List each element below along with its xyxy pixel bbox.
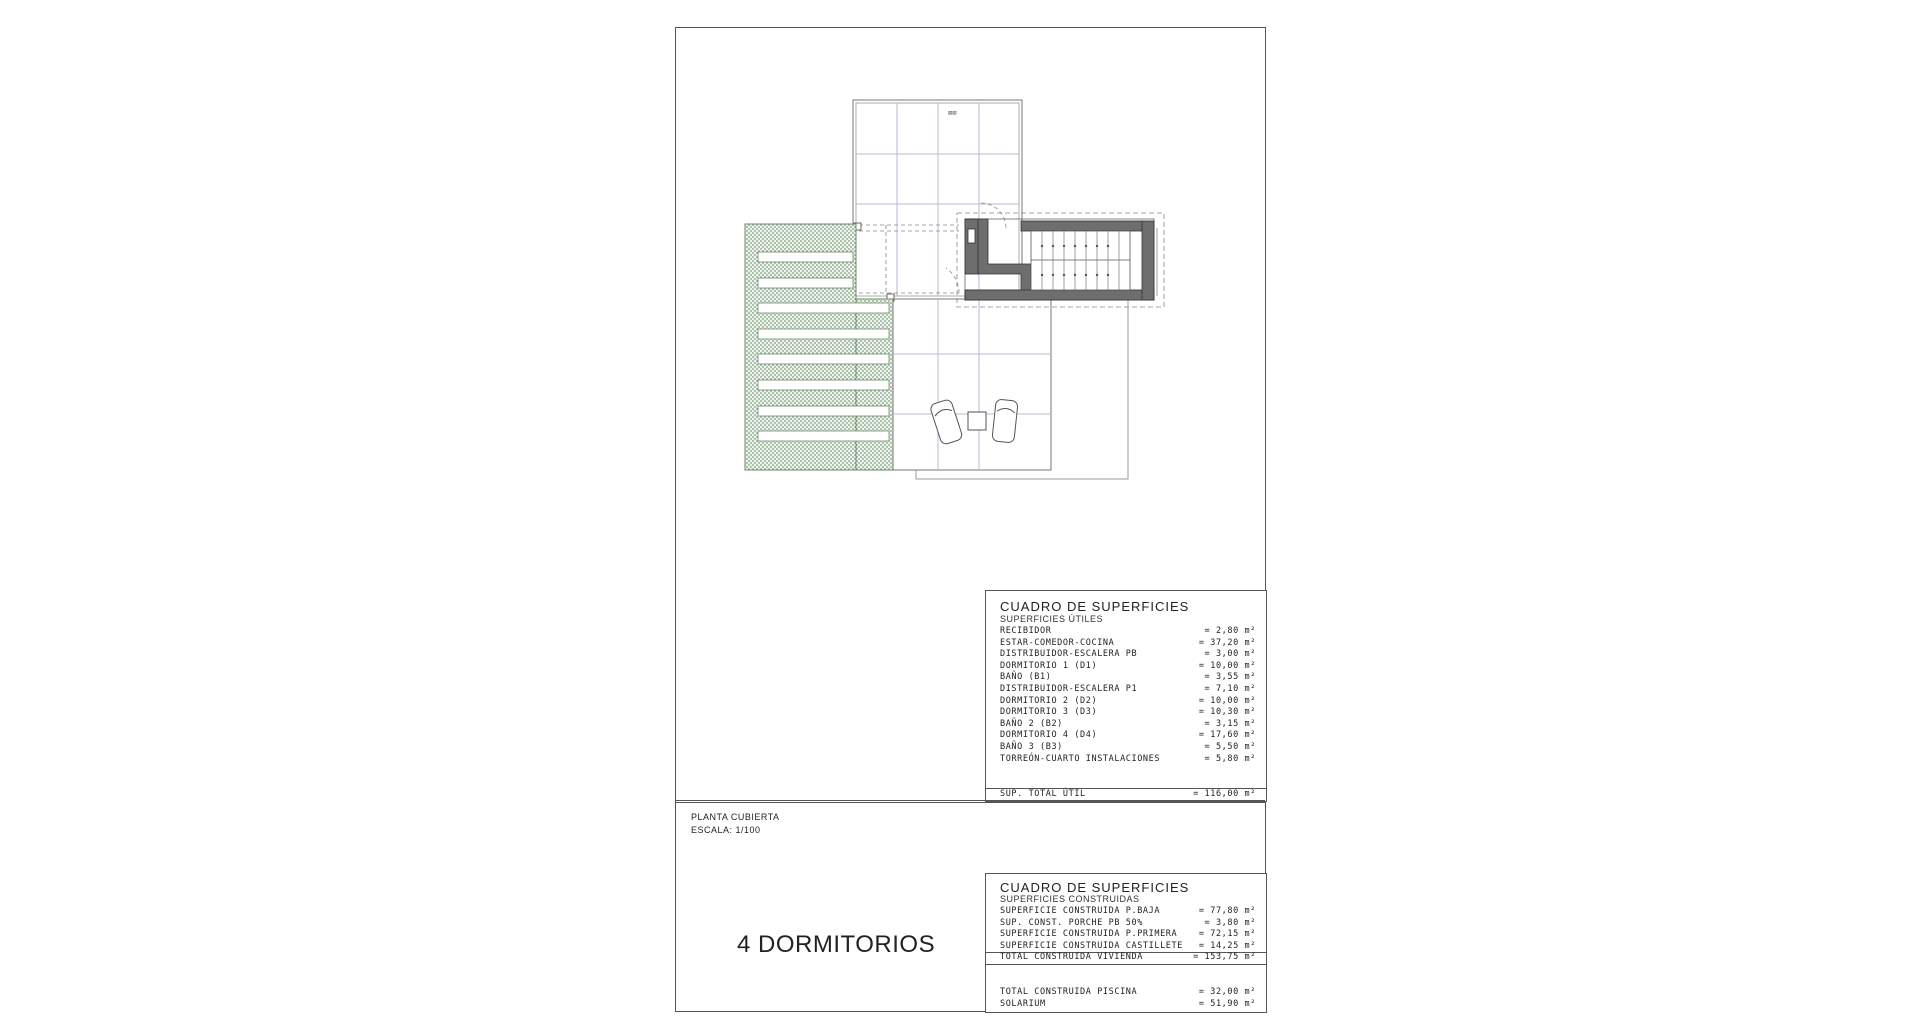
table-row: SUPERFICIE CONSTRUIDA CASTILLETE = 14,25 m² [1000, 940, 1256, 951]
table-row: DORMITORIO 2 (D2) = 10,00 m² [1000, 695, 1256, 706]
plan-name: PLANTA CUBIERTA [691, 812, 780, 822]
lounge-chairs [929, 399, 1018, 446]
table-row: TOTAL CONSTRUIDA PISCINA = 32,00 m² [1000, 987, 1256, 997]
table-row: SUP. CONST. PORCHE PB 50% = 3,80 m² [1000, 917, 1256, 928]
table-divider [986, 964, 1266, 965]
table-row: BAÑO 3 (B3) = 5,50 m² [1000, 742, 1256, 752]
solarium [893, 299, 1128, 479]
useful-surfaces-table [985, 590, 1267, 802]
table-row: RECIBIDOR = 2,80 m² [1000, 626, 1256, 636]
table-row: SUPERFICIE CONSTRUIDA P.BAJA = 77,80 m² [1000, 906, 1256, 916]
table-row: DORMITORIO 4 (D4) = 17,60 m² [1000, 730, 1256, 741]
table-total-row: TOTAL CONSTRUIDA VIVIENDA = 153,75 m² [1000, 952, 1256, 962]
table-row: BAÑO (B1) = 3,55 m² [1000, 672, 1256, 683]
plan-scale: ESCALA: 1/100 [691, 825, 761, 835]
bedrooms-title: 4 DORMITORIOS [737, 931, 936, 958]
table-subtitle: SUPERFICIES ÚTILES [1000, 614, 1104, 624]
table-title: CUADRO DE SUPERFICIES [1000, 880, 1190, 895]
table-total-row: SUP. TOTAL ÚTIL = 116,00 m² [1000, 789, 1256, 799]
roof-floor-plan [676, 28, 1267, 588]
table-subtitle: SUPERFICIES CONSTRUIDAS [1000, 894, 1140, 904]
table-row: TORREÓN-CUARTO INSTALACIONES = 5,80 m² [1000, 753, 1256, 764]
table-row: DISTRIBUIDOR-ESCALERA P1 = 7,10 m² [1000, 684, 1256, 694]
plan-caption [691, 811, 780, 837]
table-row: SUPERFICIE CONSTRUIDA P.PRIMERA = 72,15 m² [1000, 929, 1256, 940]
table-row: ESTAR-COMEDOR-COCINA = 37,20 m² [1000, 637, 1256, 648]
table-row: DISTRIBUIDOR-ESCALERA PB = 3,00 m² [1000, 649, 1256, 660]
svg-text:⊠⊠: ⊠⊠ [948, 109, 957, 117]
planter-strip [745, 224, 893, 470]
table-title: CUADRO DE SUPERFICIES [1000, 599, 1190, 614]
table-row: DORMITORIO 3 (D3) = 10,30 m² [1000, 707, 1256, 718]
sheet-divider [676, 800, 1265, 803]
table-row: DORMITORIO 1 (D1) = 10,00 m² [1000, 660, 1256, 671]
built-surfaces-table [985, 873, 1267, 1013]
table-row: BAÑO 2 (B2) = 3,15 m² [1000, 718, 1256, 729]
drawing-sheet [675, 27, 1266, 1012]
table-row: SOLARIUM = 51,90 m² [1000, 998, 1256, 1009]
stair-tower [957, 213, 1164, 307]
